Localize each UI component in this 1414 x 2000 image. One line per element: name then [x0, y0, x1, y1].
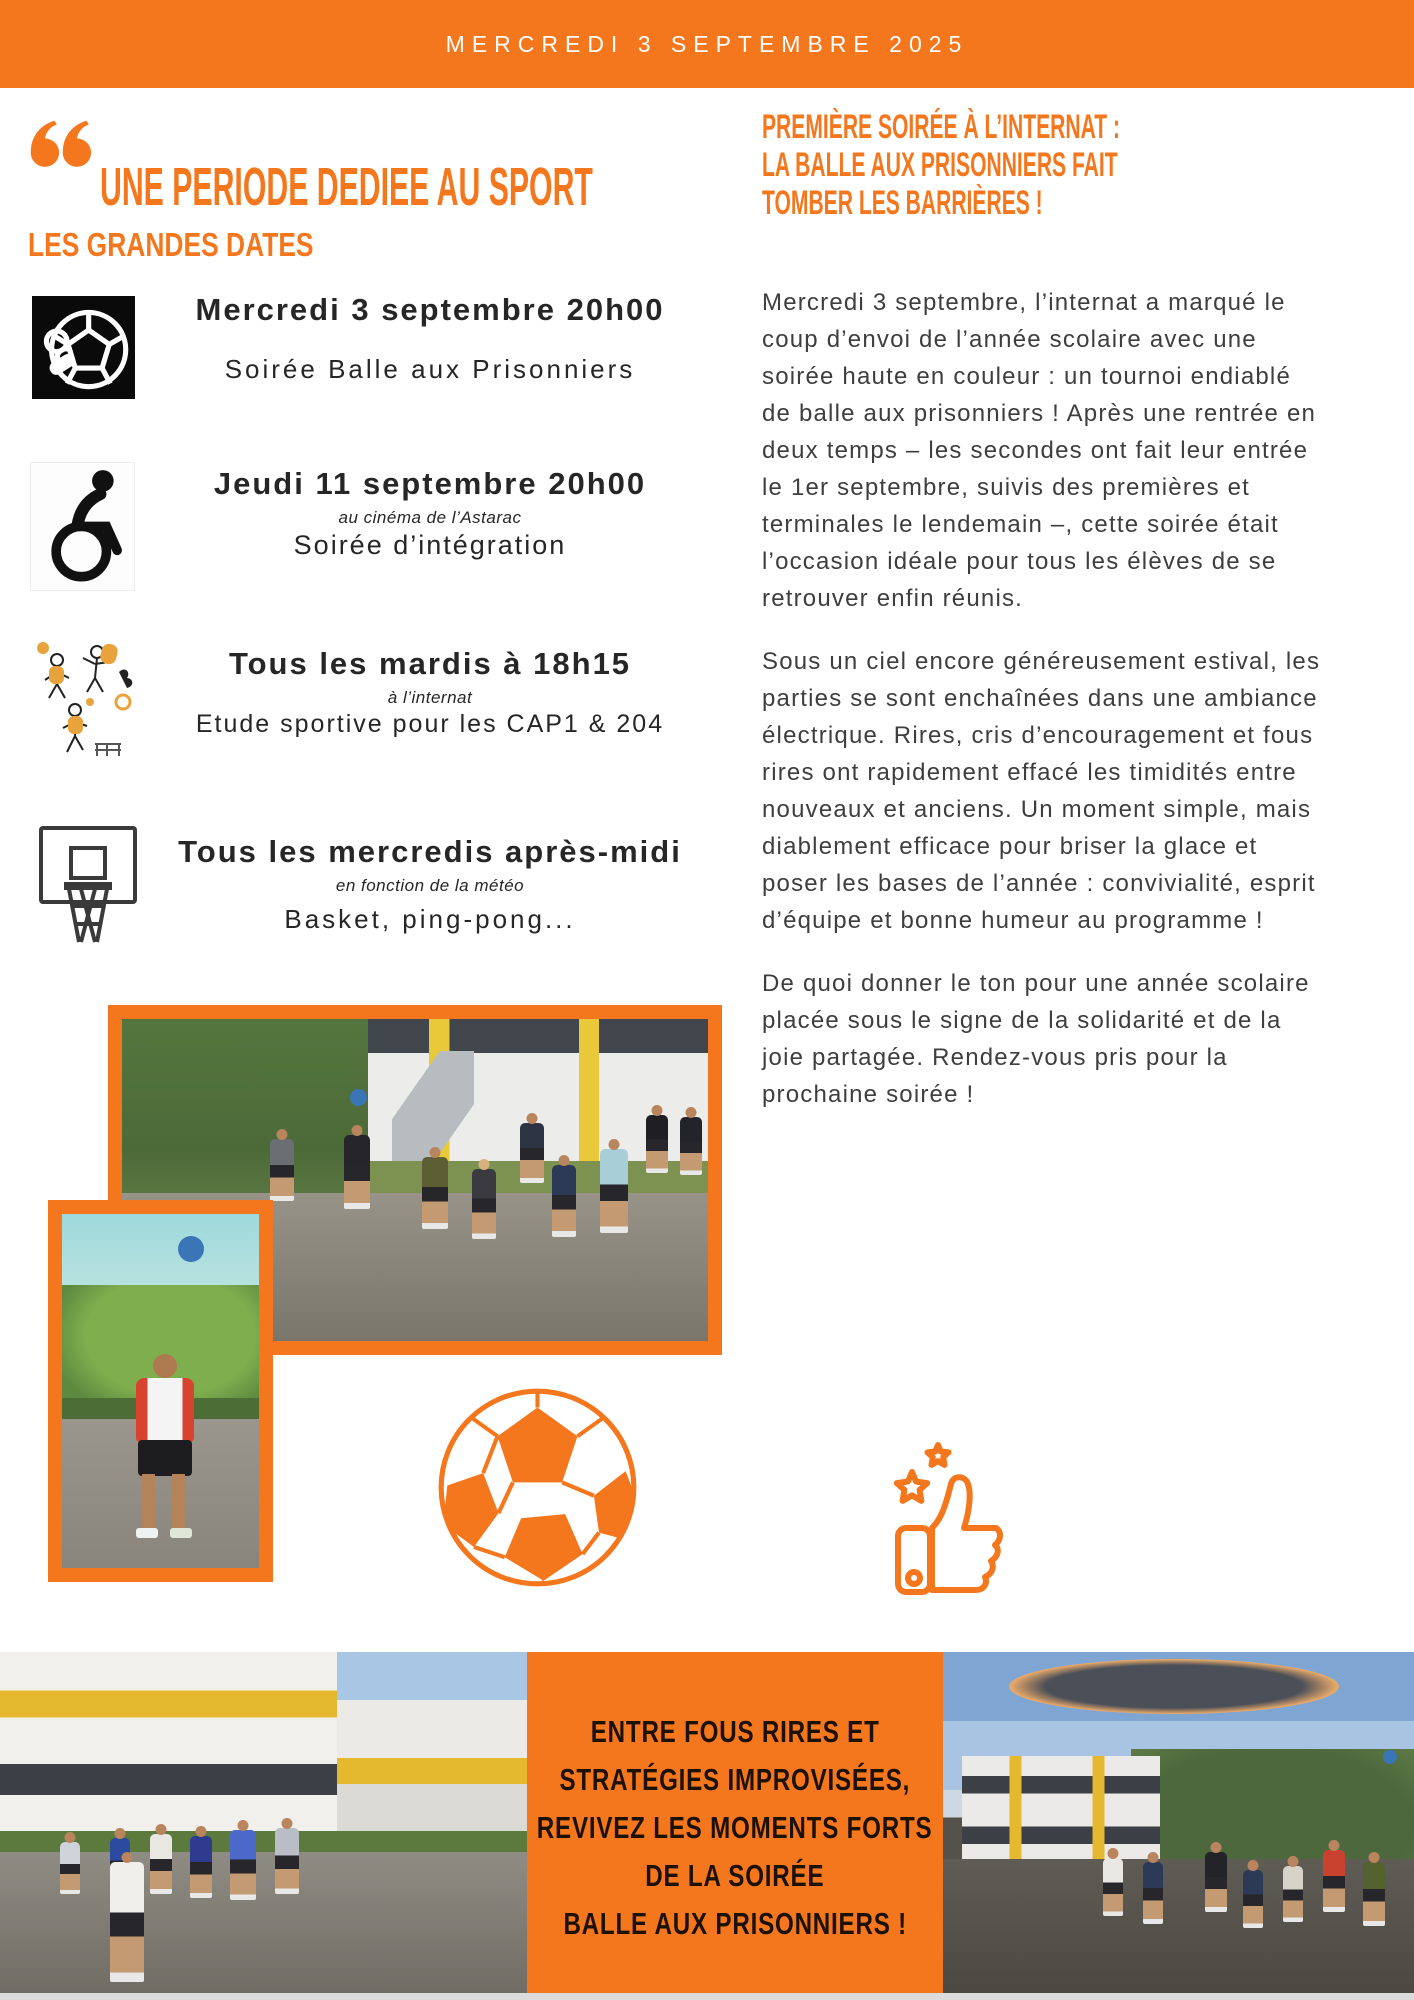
footer-line: ENTRE FOUS RIRES ET [590, 1713, 880, 1749]
person-figure [1103, 1858, 1123, 1916]
quote-icon [28, 116, 92, 187]
person-figure [1205, 1852, 1227, 1912]
person-figure [422, 1157, 448, 1229]
photo-ball [1383, 1750, 1397, 1764]
event-title: Mercredi 3 septembre 20h00 [195, 292, 665, 327]
article-paragraph: Sous un ciel encore généreusement estival, les parties se sont enchaînées dans une ambiance électrique. Rires, cris d’encouragement et fous rires ont rapidement effacé les timidités entre nouveaux et anciens. Un moment simple, mais diablement efficace pour briser la glace et poser les bases de l’année : convivialité, esprit d’équipe et bonne humeur au programme ! [762, 648, 1321, 934]
person-figure [680, 1117, 702, 1175]
footer-callout [527, 1652, 943, 1997]
person-figure [270, 1139, 294, 1201]
article-title: PREMIÈRE SOIRÉE À L’INTERNAT : LA BALLE AUX PRISONNIERS FAIT TOMBER LES BARRIÈRES ! [762, 108, 1121, 222]
page-bottom-edge [0, 1993, 1414, 2000]
photo-ball [350, 1089, 367, 1106]
wheelchair-icon [30, 462, 135, 591]
photo-footer-left [0, 1652, 527, 1997]
person-figure [190, 1836, 212, 1898]
event-title: Tous les mardis à 18h15 [228, 646, 632, 681]
person-figure [1363, 1862, 1385, 1926]
event-desc: Soirée Balle aux Prisonniers [224, 354, 636, 384]
person-figure [646, 1115, 668, 1173]
photo-building [0, 1652, 337, 1845]
event-title: Tous les mercredis après-midi [178, 834, 682, 869]
event-desc: Soirée d’intégration [293, 530, 567, 560]
event-item [140, 466, 720, 561]
photo-building [962, 1756, 1160, 1866]
event-desc: Etude sportive pour les CAP1 & 204 [195, 710, 665, 738]
footer-band [0, 1652, 1414, 1997]
article-paragraph: De quoi donner le ton pour une année scolaire placée sous le signe de la solidarité et de la joie partagée. Rendez-vous pris pour la prochaine soirée ! [762, 970, 1310, 1108]
event-desc: Basket, ping-pong... [284, 904, 576, 934]
footer-line: STRATÉGIES IMPROVISÉES, [559, 1761, 911, 1797]
event-note: au cinéma de l’Astarac [338, 508, 522, 527]
photo-player-catch [48, 1200, 273, 1582]
photo-ball [178, 1236, 204, 1262]
event-title: Jeudi 11 septembre 20h00 [213, 466, 647, 501]
person-figure [520, 1123, 544, 1183]
person-figure [600, 1149, 628, 1233]
event-item [140, 646, 720, 739]
person-figure [1323, 1850, 1345, 1912]
person-figure [150, 1834, 172, 1894]
person-figure [472, 1169, 496, 1239]
photo-staircase [392, 1051, 474, 1160]
person-figure [1143, 1862, 1163, 1924]
article-body [762, 284, 1322, 1139]
person-figure [275, 1828, 299, 1894]
event-note: en fonction de la météo [335, 876, 525, 895]
photo-cloud [1009, 1659, 1339, 1714]
photo-footer-right [943, 1652, 1414, 1997]
footer-line: DE LA SOIRÉE [645, 1857, 825, 1893]
thumbs-up-icon [894, 1440, 1016, 1605]
sports-doodle-icon [35, 632, 135, 767]
person-figure [552, 1165, 576, 1237]
person-figure [1283, 1866, 1303, 1922]
person-figure [230, 1830, 256, 1900]
date-banner [0, 0, 1414, 88]
date-banner-text: MERCREDI 3 SEPTEMBRE 2025 [445, 30, 969, 57]
article-paragraph: Mercredi 3 septembre, l’internat a marqué le coup d’envoi de l’année scolaire avec une soirée haute en couleur : un tournoi endiablé de balle aux prisonniers ! Après une rentrée en deux temps – les secondes ont fait leur entrée le 1er septembre, suivis des premières et terminales le lendemain –, cette soirée était l’occasion idéale pour tous les élèves de se retrouver enfin réunis. [762, 289, 1317, 612]
page-title: UNE PERIODE DEDIEE AU SPORT [100, 157, 593, 218]
person-figure [60, 1842, 80, 1894]
photo-trees [1131, 1749, 1414, 1859]
event-note: à l’internat [387, 688, 473, 707]
footer-line: BALLE AUX PRISONNIERS ! [563, 1905, 907, 1941]
event-item [140, 834, 720, 935]
basketball-hoop-icon [33, 820, 143, 955]
footer-line: REVIVEZ LES MOMENTS FORTS [537, 1809, 933, 1845]
person-player [120, 1354, 210, 1554]
person-figure [1243, 1870, 1263, 1928]
event-item [140, 292, 720, 385]
person-figure [344, 1135, 370, 1209]
soccer-ball-graphic [435, 1385, 640, 1595]
soccer-ball-icon [32, 295, 135, 405]
person-runner [110, 1862, 144, 1982]
section-subtitle: LES GRANDES DATES [28, 226, 314, 264]
